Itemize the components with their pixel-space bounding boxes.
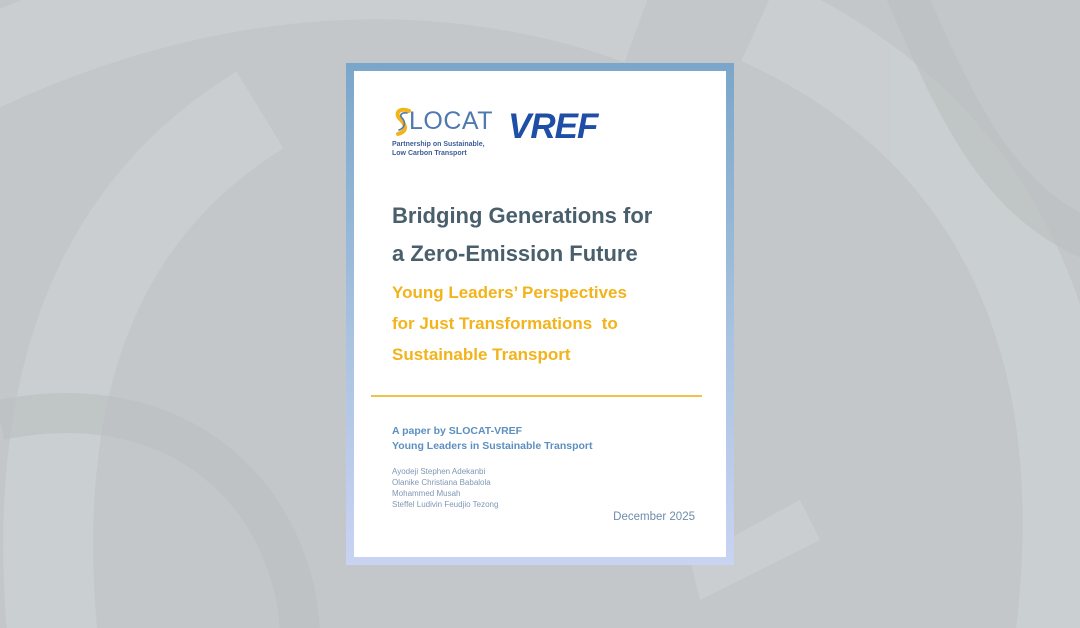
author-name: Olanike Christiana Babalola — [392, 478, 491, 487]
vref-logo: VREF — [508, 107, 598, 146]
subtitle-line: for Just Transformations to — [392, 314, 618, 333]
subtitle-line: Young Leaders’ Perspectives — [392, 283, 627, 302]
subtitle-line: Sustainable Transport — [392, 345, 571, 364]
attribution-line: A paper by SLOCAT-VREF — [392, 425, 523, 437]
slocat-tagline-line: Partnership on Sustainable, — [392, 141, 485, 148]
paper-attribution — [392, 424, 712, 454]
cover-page — [354, 71, 726, 557]
report-title — [392, 197, 712, 273]
slocat-wordmark: LOCAT — [409, 107, 493, 135]
title-line: Bridging Generations for — [392, 203, 653, 228]
author-name: Ayodeji Stephen Adekanbi — [392, 467, 486, 476]
author-name: Mohammed Musah — [392, 489, 461, 498]
report-subtitle — [392, 277, 712, 370]
title-line: a Zero-Emission Future — [392, 241, 638, 266]
slocat-tagline-line: Low Carbon Transport — [392, 150, 467, 157]
attribution-line: Young Leaders in Sustainable Transport — [392, 440, 593, 452]
publication-date: December 2025 — [613, 511, 695, 523]
author-list — [392, 466, 592, 510]
author-name: Steffel Ludivin Feudjio Tezong — [392, 500, 499, 509]
slocat-tagline — [392, 140, 502, 158]
divider — [371, 395, 702, 397]
report-cover — [346, 63, 734, 565]
